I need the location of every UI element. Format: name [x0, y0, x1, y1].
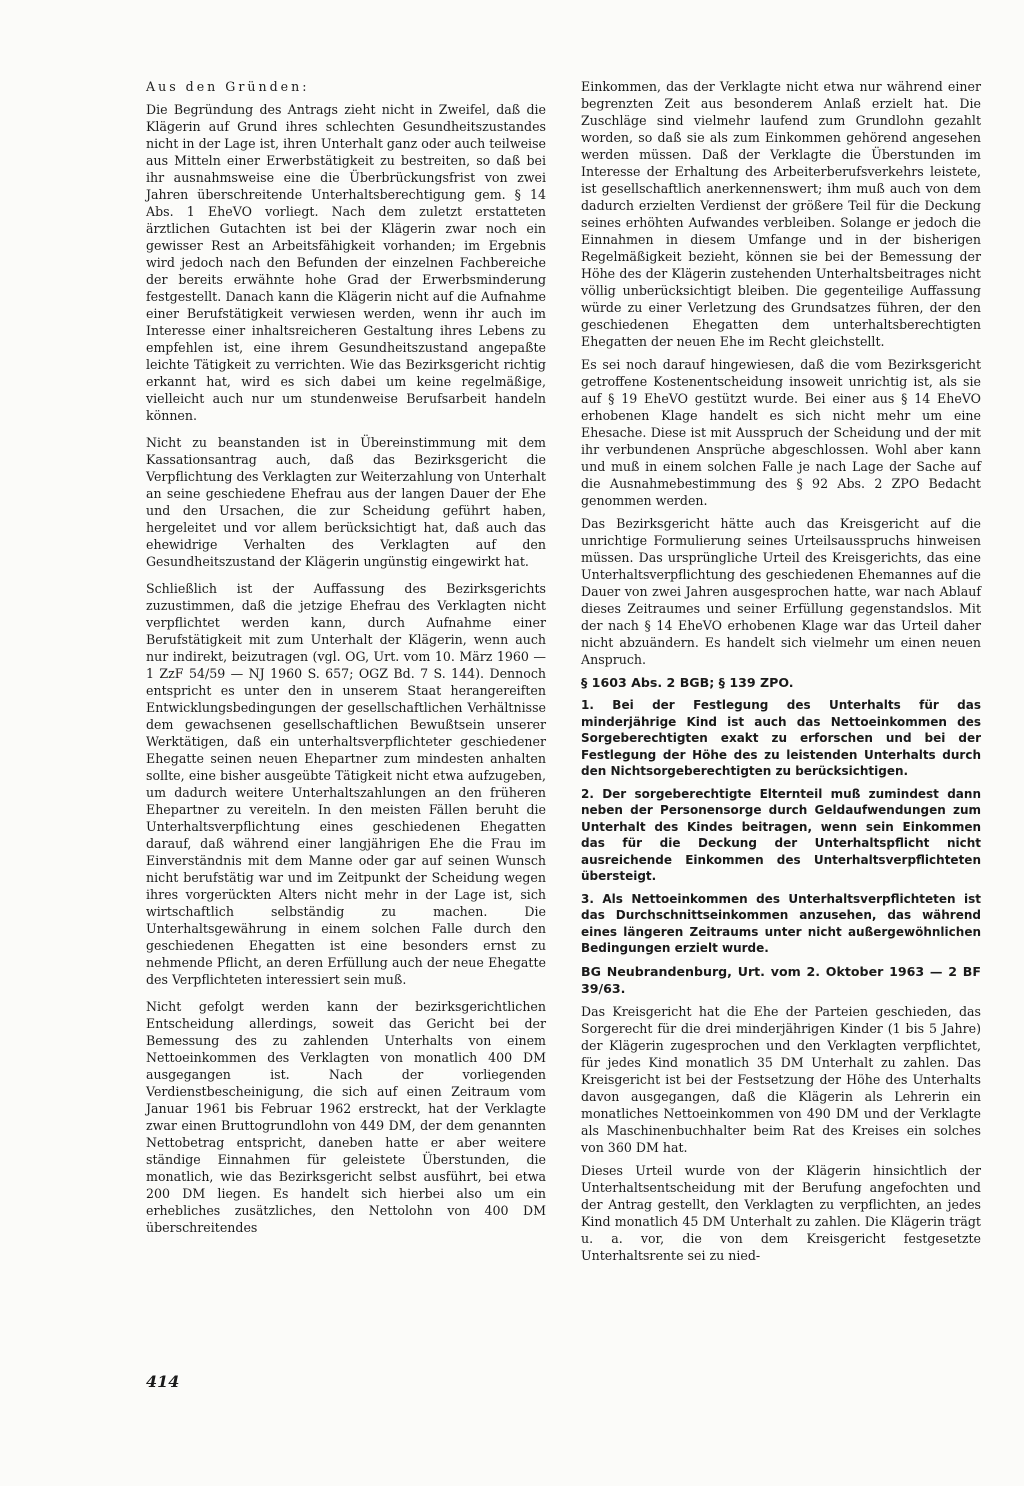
- headnote: 1. Bei der Festlegung des Unterhalts für das minderjährige Kind ist auch das Nettoeinkommen des Sorgeberechtigten exakt zu erforschen und bei der Festlegung der Höhe des zu leistenden Unterhalts durch den Nichtsorgeberechtigten zu berücksichtigen.: [581, 698, 981, 778]
- paragraph: Es sei noch darauf hingewiesen, daß die vom Bezirksgericht getroffene Kostenentscheidung insoweit unrichtig ist, als sie auf § 19 EheVO gestützt wurde. Bei einer aus § 14 EheVO erhobenen Klage handelt es sich nicht mehr um eine Ehesache. Diese ist mit Ausspruch der Scheidung und der mit ihr verbundenen Ansprüche abgeschlossen. Wohl aber kann und muß in einem solchen Falle je nach Lage der Sache auf die Ausnahmebestimmung des § 92 Abs. 2 ZPO Bedacht genommen werden.: [581, 357, 981, 508]
- paragraph: Nicht zu beanstanden ist in Übereinstimmung mit dem Kassationsantrag auch, daß das Bezirksgericht die Verpflichtung des Verklagten zur Weiterzahlung von Unterhalt an seine geschiedene Ehefrau aus der langen Dauer der Ehe und den Ursachen, die zur Scheidung geführt haben, hergeleitet und vor allem berücksichtigt hat, daß auch das ehewidrige Verhalten des Verklagten auf den Gesundheitszustand der Klägerin ungünstig eingewirkt hat.: [146, 435, 546, 569]
- paragraph: Dieses Urteil wurde von der Klägerin hinsichtlich der Unterhaltsentscheidung mit der Berufung angefochten und der Antrag gestellt, den Verklagten zu verpflichten, an jedes Kind monatlich 45 DM Unterhalt zu zahlen. Die Klägerin trägt u. a. vor, die von dem Kreisgericht festgesetzte Unterhaltsrente sei zu nied-: [581, 1162, 981, 1263]
- right-column: [581, 78, 981, 1270]
- section-heading: Aus den Gründen:: [146, 79, 310, 94]
- paragraph: Das Kreisgericht hat die Ehe der Parteien geschieden, das Sorgerecht für die drei minderjährigen Kinder (1 bis 5 Jahre) der Klägerin zugesprochen und den Verklagten verpflichtet, für jedes Kind monatlich 35 DM Unterhalt zu zahlen. Das Kreisgericht ist bei der Festsetzung der Höhe des Unterhalts davon ausgegangen, daß die Klägerin als Lehrerin ein monatliches Nettoeinkommen von 490 DM und der Verklagte als Maschinenbuchhalter beim Rat des Kreises ein solches von 360 DM hat.: [581, 1003, 981, 1155]
- law-reference-header: § 1603 Abs. 2 BGB; § 139 ZPO.: [581, 675, 794, 690]
- headnote: 3. Als Nettoeinkommen des Unterhaltsverpflichteten ist das Durchschnittseinkommen anzusehen, das während eines längeren Zeitraums unter nicht außergewöhnlichen Bedingungen erzielt wurde.: [581, 891, 981, 955]
- page-number: 414: [146, 1372, 180, 1391]
- paragraph: Nicht gefolgt werden kann der bezirksgerichtlichen Entscheidung allerdings, soweit das Gericht bei der Bemessung des zu zahlenden Unterhalts von einem Nettoeinkommen des Verklagten von monatlich 400 DM ausgegangen ist. Nach der vorliegenden Verdienstbescheinigung, die sich auf einen Zeitraum vom Januar 1961 bis Februar 1962 erstreckt, hat der Verklagte zwar einen Bruttogrundlohn von 449 DM, der dem genannten Nettobetrag entspricht, daneben hatte er aber weitere ständige Einnahmen für geleistete Überstunden, die monatlich, wie das Bezirksgericht selbst ausführt, bei etwa 200 DM liegen. Es handelt sich hierbei also um ein erhebliches zusätzliches, den Nettolohn von 400 DM überschreitendes: [146, 999, 546, 1235]
- left-column: [146, 78, 546, 1242]
- paragraph: Schließlich ist der Auffassung des Bezirksgerichts zuzustimmen, daß die jetzige Ehefrau des Verklagten nicht verpflichtet werden kann, durch Aufnahme einer Berufstätigkeit mit zum Unterhalt der Klägerin, wenn auch nur indirekt, beizutragen (vgl. OG, Urt. vom 10. März 1960 — 1 ZzF 54/59 — NJ 1960 S. 657; OGZ Bd. 7 S. 144). Dennoch entspricht es unter den in unserem Staat herangereiften Entwicklungsbedingungen der gesellschaftlichen Verhältnisse dem gewachsenen gesellschaftlichen Bewußtsein unserer Werktätigen, daß ein unterhaltsverpflichteter geschiedener Ehegatte seinen neuen Ehepartner zum mindesten anhalten sollte, eine bisher ausgeübte Tätigkeit nicht etwa aufzugeben, um dadurch weitere Unterhaltszahlungen an den früheren Ehepartner zu vereiteln. In den meisten Fällen beruht die Unterhaltsverpflichtung eines geschiedenen Ehegatten darauf, daß während einer langjährigen Ehe die Frau im Einverständnis mit dem Manne oder gar auf seinen Wunsch nicht berufstätig war und im Zeitpunkt der Scheidung wegen ihres vorgerückten Alters nicht mehr in der Lage ist, sich wirtschaftlich selbständig zu machen. Die Unterhaltsgewährung in einem solchen Falle durch den geschiedenen Ehegatten ist eine besonders ernst zu nehmende Pflicht, an deren Erfüllung auch der neue Ehegatte des Verpflichteten interessiert sein muß.: [146, 581, 546, 987]
- court-reference: BG Neubrandenburg, Urt. vom 2. Oktober 1963 — 2 BF 39/63.: [581, 963, 981, 996]
- paragraph: Die Begründung des Antrags zieht nicht in Zweifel, daß die Klägerin auf Grund ihres schlechten Gesundheitszustandes nicht in der Lage ist, ihren Unterhalt ganz oder auch teilweise aus Mitteln einer Erwerbstätigkeit zu bestreiten, so daß bei ihr ausnahmsweise eine die Überbrückungsfrist von zwei Jahren überschreitende Unterhaltsberechtigung gem. § 14 Abs. 1 EheVO vorliegt. Nach dem zuletzt erstatteten ärztlichen Gutachten ist bei der Klägerin zwar noch ein gewisser Rest an Arbeitsfähigkeit vorhanden; im Ergebnis wird jedoch nach den Befunden der einzelnen Fachbereiche der bereits erwähnte hohe Grad der Erwerbsminderung festgestellt. Danach kann die Klägerin nicht auf die Aufnahme einer Berufstätigkeit verwiesen werden, wenn ihr auch im Interesse einer inhaltsreicheren Gestaltung ihres Lebens zu empfehlen ist, eine ihrem Gesundheitszustand angepaßte leichte Tätigkeit zu verrichten. Wie das Bezirksgericht richtig erkannt hat, wird es sich dabei um keine regelmäßige, vielleicht auch nur um stundenweise Berufsarbeit handeln können.: [146, 102, 546, 423]
- paragraph: Einkommen, das der Verklagte nicht etwa nur während einer begrenzten Zeit aus besonderem Anlaß erzielt hat. Die Zuschläge sind vielmehr laufend zum Grundlohn gezahlt worden, so daß sie als zum Einkommen gehörend angesehen werden müssen. Daß der Verklagte die Überstunden im Interesse der Erhaltung des Arbeiterberufsverkehrs leistete, ist gesellschaftlich anerkennenswert; ihm muß auch von dem dadurch erzielten Verdienst der größere Teil für die Deckung seines erhöhten Aufwandes verbleiben. Solange er jedoch die Einnahmen in diesem Umfange und in der bisherigen Regelmäßigkeit bezieht, können sie bei der Bemessung der Höhe des der Klägerin zustehenden Unterhaltsbeitrages nicht völlig unberücksichtigt bleiben. Die gegenteilige Auffassung würde zu einer Verletzung des Grundsatzes führen, der den geschiedenen Ehegatten dem unterhaltsberechtigten Ehegatten der neuen Ehe im Recht gleichstellt.: [581, 79, 981, 349]
- paragraph: Das Bezirksgericht hätte auch das Kreisgericht auf die unrichtige Formulierung seines Urteilsausspruchs hinweisen müssen. Das ursprüngliche Urteil des Kreisgerichts, das eine Unterhaltsverpflichtung des geschiedenen Ehemannes auf die Dauer von zwei Jahren ausgesprochen hatte, war nach Ablauf dieses Zeitraumes und seiner Erfüllung gegenstandslos. Mit der nach § 14 EheVO erhobenen Klage war das Urteil daher nicht abzuändern. Es handelt sich vielmehr um einen neuen Anspruch.: [581, 516, 981, 667]
- headnote: 2. Der sorgeberechtigte Elternteil muß zumindest dann neben der Personensorge durch Geldaufwendungen zum Unterhalt des Kindes beitragen, wenn sein Einkommen das für die Deckung der Unterhaltspflicht nicht ausreichende Einkommen des Unterhaltsverpflichteten übersteigt.: [581, 786, 981, 883]
